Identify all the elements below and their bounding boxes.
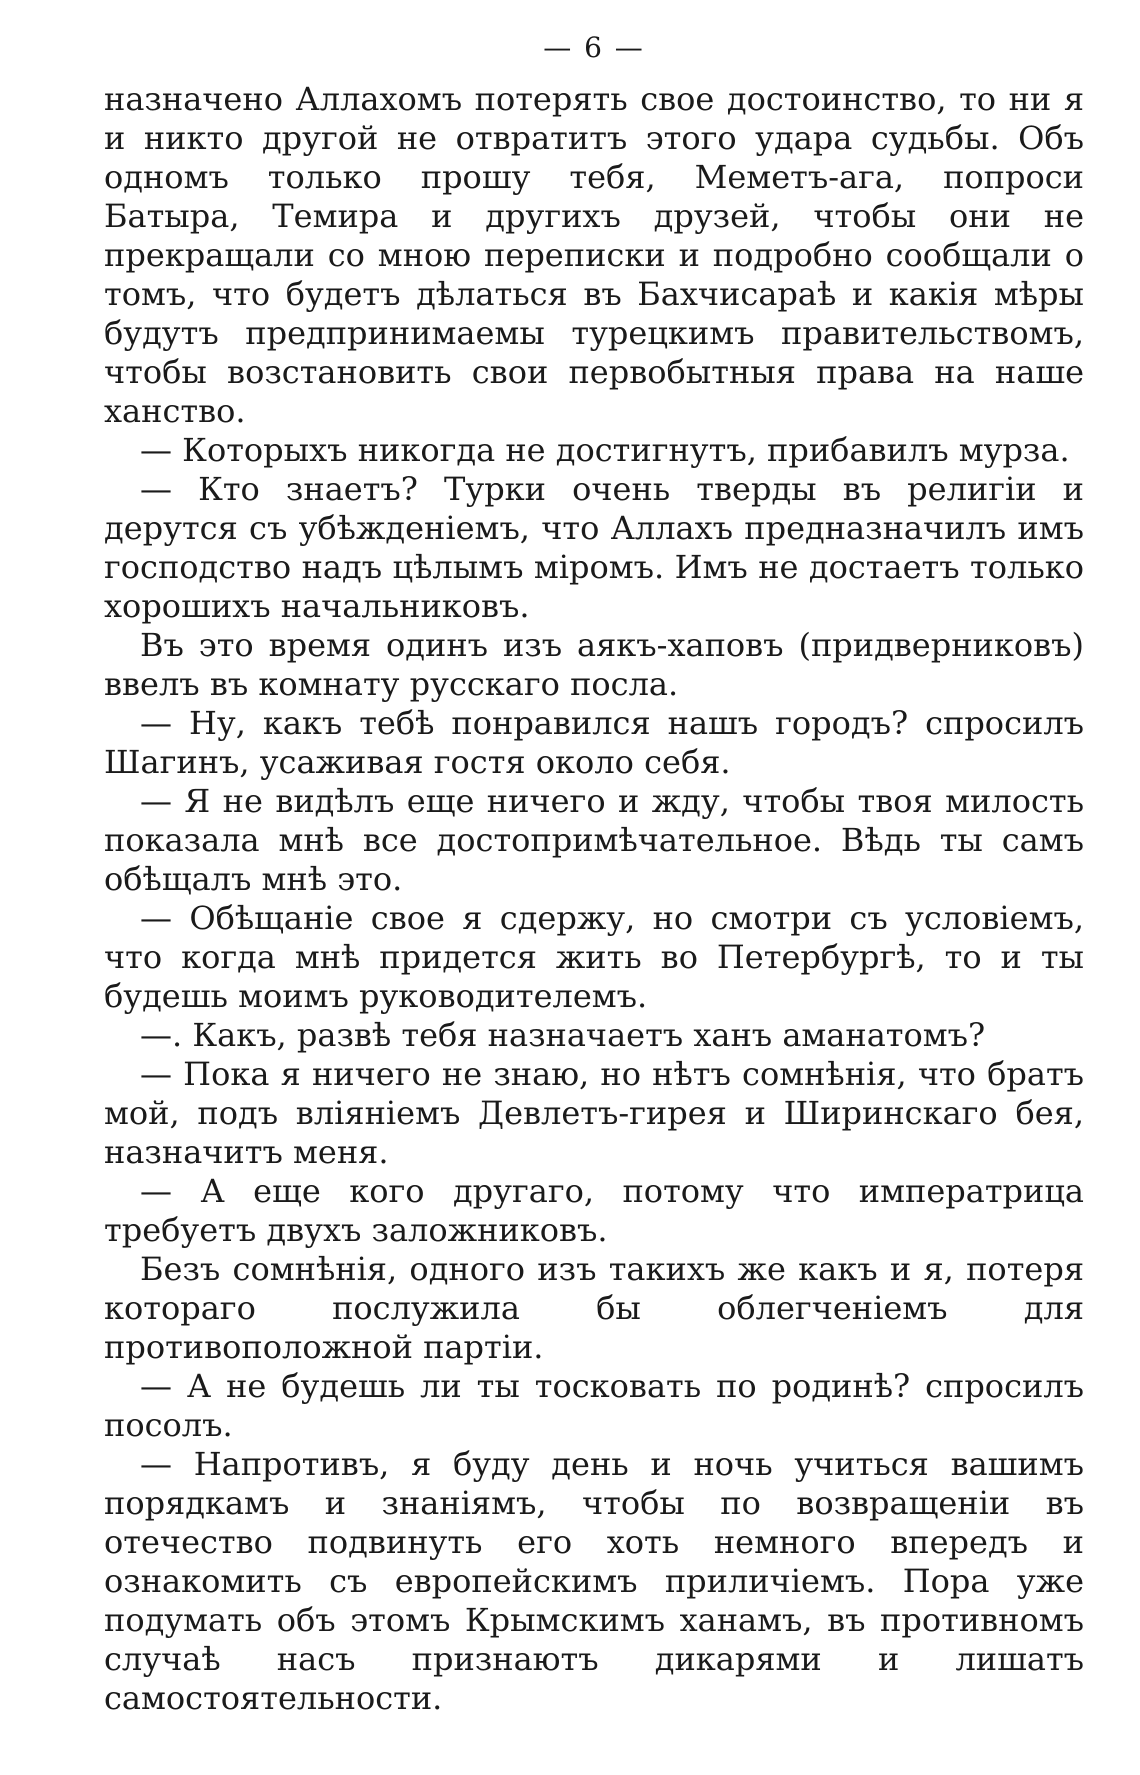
paragraph-7: — Обѣщаніе свое я сдержу, но смотри съ условіемъ, что когда мнѣ придется жить во Петербургѣ, то и ты будешь моимъ руководителемъ. [104, 899, 1084, 1015]
paragraph-12: — А не будешь ли ты тосковать по родинѣ? спросилъ посолъ. [104, 1367, 1084, 1444]
paragraph-4: Въ это время одинъ изъ аякъ-хаповъ (придверниковъ) ввелъ въ комнату русскаго посла. [104, 626, 1084, 703]
paragraph-13: — Напротивъ, я буду день и ночь учиться вашимъ порядкамъ и знаніямъ, чтобы по возвращеніи въ отечество подвинуть его хоть немного впередъ и ознакомить съ европейскимъ приличіемъ. Пора уже подумать объ этомъ Крымскимъ ханамъ, въ противномъ случаѣ насъ признаютъ дикарями и лишатъ самостоятельности. [104, 1445, 1084, 1717]
paragraph-10: — А еще кого другаго, потому что императрица требуетъ двухъ заложниковъ. [104, 1172, 1084, 1249]
paragraph-3: — Кто знаетъ? Турки очень тверды въ религіи и дерутся съ убѣжденіемъ, что Аллахъ предназначилъ имъ господство надъ цѣлымъ міромъ. Имъ не достаетъ только хорошихъ начальниковъ. [104, 470, 1084, 625]
page-number: — 6 — [543, 31, 645, 64]
paragraph-11: Безъ сомнѣнія, одного изъ такихъ же какъ и я, потеря котораго послужила бы облегченіемъ для противоположной партіи. [104, 1250, 1084, 1366]
paragraph-1: назначено Аллахомъ потерять свое достоинство, то ни я и никто другой не отвратитъ этого удара судьбы. Объ одномъ только прошу тебя, Меметъ-ага, попроси Батыра, Темира и другихъ друзей, чтобы они не прекращали со мною переписки и подробно сообщали о томъ, что будетъ дѣлаться въ Бахчисараѣ и какія мѣры будутъ предпринимаемы турецкимъ правительствомъ, чтобы возстановить свои первобытныя права на наше ханство. [104, 80, 1084, 430]
paragraph-9: — Пока я ничего не знаю, но нѣтъ сомнѣнія, что братъ мой, подъ вліяніемъ Девлетъ-гирея и Ширинскаго бея, назначитъ меня. [104, 1055, 1084, 1171]
page-text [104, 80, 1084, 1718]
paragraph-6: — Я не видѣлъ еще ничего и жду, чтобы твоя милость показала мнѣ все достопримѣчательное. Вѣдь ты самъ обѣщалъ мнѣ это. [104, 782, 1084, 898]
paragraph-5: — Ну, какъ тебѣ понравился нашъ городъ? спросилъ Шагинъ, усаживая гостя около себя. [104, 704, 1084, 781]
paragraph-8: —. Какъ, развѣ тебя назначаетъ ханъ аманатомъ? [140, 1016, 986, 1054]
paragraph-2: — Которыхъ никогда не достигнутъ, прибавилъ мурза. [140, 431, 1070, 469]
